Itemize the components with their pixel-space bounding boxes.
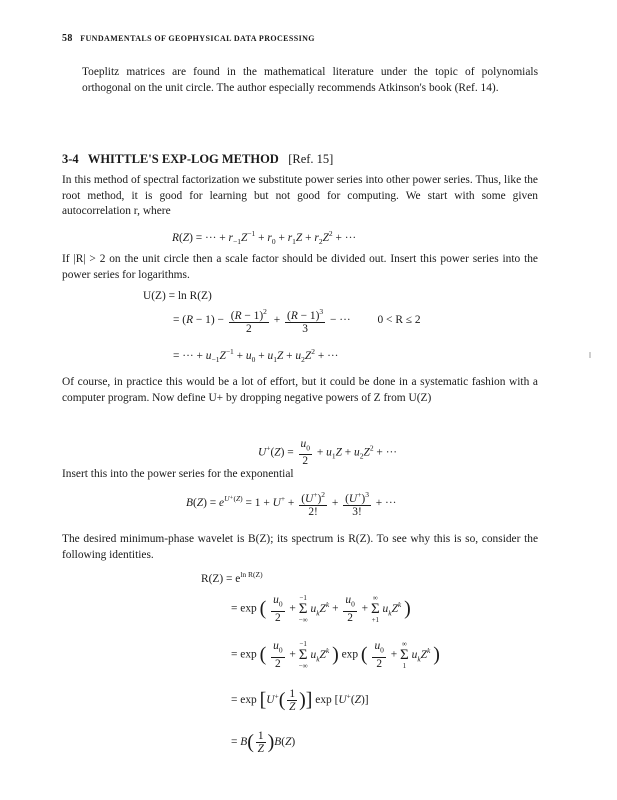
identity-lhs-text: R(Z) = e [201,572,241,585]
section-number: 3-4 [62,152,79,166]
identity-line-4: = exp [U+( $\frac{1}{Z}$ )] exp [U+(Z)] [231,688,369,713]
running-title: FUNDAMENTALS OF GEOPHYSICAL DATA PROCESSING [80,34,315,43]
paragraph-exponential: Insert this into the power series for the exponential [62,468,294,480]
running-header [62,33,315,44]
margin-mark [589,352,591,358]
convergence-condition: 0 < R ≤ 2 [377,314,421,327]
identity-line-5: = B( $\frac{1}{Z}$ )B(Z) [231,730,296,755]
paragraph-define-u-plus: Of course, in practice this would be a lot of effort, but it could be done in a systematic fashion with a computer program. Now define U+ by dropping negative powers of Z from U(Z) [62,376,538,404]
paragraph-intro: In this method of spectral factorization we substitute power series into other power series. Thus, like the root method, it is good for learning but not good for computing. We start with some given autocorrelation r, where [62,174,538,217]
equation-log-expansion: = (R − 1) − $\frac{(R - 1)^2}{2}$ + $\frac{(R - 1)^3}{3}$ − ··· 0 < R ≤ 2 [173,307,421,335]
identity-line-3: = exp ( $\frac{u_0}{2}$ + −1 Σ −∞ $u_kZ^k$ ) exp ( $\frac{u_0}{2}$ + ∞ Σ 1 $u_kZ^k$ ) [231,640,440,670]
equation-autocorrelation-series: R(Z) = ··· + $r_{-1}Z^{-1} + r_0 + r_1Z + r_2Z^2$ + ··· [172,229,357,247]
identity-line-2: = exp ( $\frac{u_0}{2}$ + −1 Σ −∞ $u_kZ^k$ + $\frac{u_0}{2}$ + ∞ Σ +1 $u_kZ^k$ ) [231,594,411,624]
equation-log-coefficients: = ··· + $u_{-1}Z^{-1} + u_0 + u_1Z + u_2Z^2$ + ··· [173,347,339,365]
identity-exponent-text: ln R(Z) [240,570,263,579]
identity-line-1 [201,570,263,585]
equation-log-definition [143,290,212,302]
section-reference: [Ref. 15] [288,152,334,166]
equation-exponential-series: $B(Z) = e^{U^+(Z)} = 1 + U^+$ + $\frac{(U^+)^2}{2!}$ + $\frac{(U^+)^3}{3!}$ + ··· [186,490,397,518]
paragraph-toeplitz: Toeplitz matrices are found in the mathematical literature under the topic of polynomials orthogonal on the unit circle. The author especially recommends Atkinson's book (Ref. 14). [82,66,538,94]
paragraph-identities: The desired minimum-phase wavelet is B(Z); its spectrum is R(Z). To see why this is so, consider the following identities. [62,533,538,561]
log-definition-text: U(Z) = ln R(Z) [143,290,212,302]
equation-u-plus: U+(Z) = $\frac{u_0}{2}$ + $u_1Z + u_2Z^2$ + ··· [258,438,398,468]
section-title: WHITTLE'S EXP-LOG METHOD [87,152,279,166]
section-heading [62,152,333,167]
page-number: 58 [62,33,73,44]
paragraph-scale-factor: If |R| > 2 on the unit circle then a scale factor should be divided out. Insert this power series into the power series for logarithms. [62,253,538,281]
